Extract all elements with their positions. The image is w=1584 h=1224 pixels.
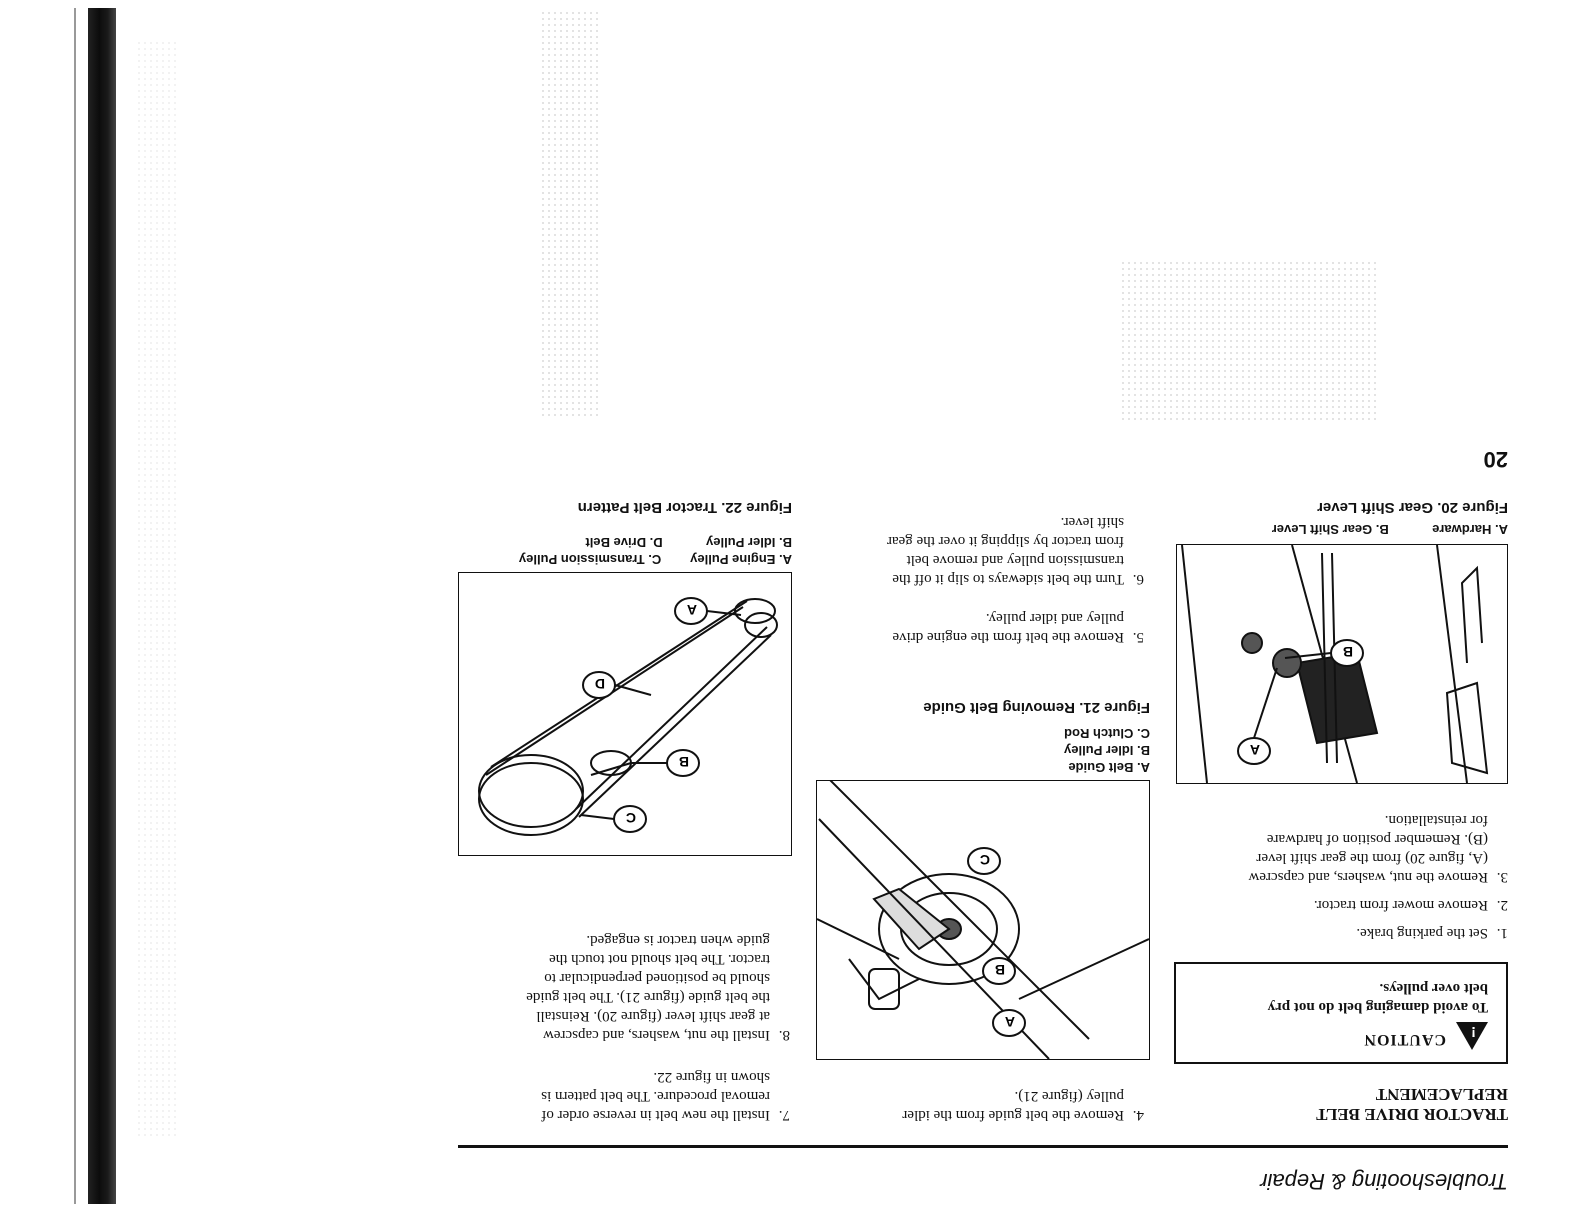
callout-a [1238,668,1277,764]
manual-page: Troubleshooting & Repair TRACTOR DRIVE BELT REPLACEMENT ! CAUTION To avoid damaging belt do not pry belt over pulleys. 1. Set the parking brake. 2. Remove mower from tractor. 3. Remove the nut, washers, and capscrew (A, figure 20) from the gear shift lever (B). Remember position of hardware for reinstallation. A B A. Hardware B. Gear Shift Lever Figure 20. Gear Shift Lever 20 4. Remove the belt guide from the idler pulley (figure 21). A B C A. Belt Guide B. Idler Pulley C. Clutch Rod Figure 21. Removing Belt Guide 5. Remove the belt from the engine drive pulley and idler pulley. 6. Turn the belt sideways to slip it off the transmission pulley and remove belt from tractor by slipping it over the gear shift lever. 7. Install the new belt in reverse order of removal procedure. The belt pattern is shown in figure 22. 8. Install the nut, washers, and capscrew at gear shift lever (figure 20). Reinstall the belt guide (figure 21). The belt guide should be positioned perpendicular to tractor. The belt should not touch the guide when tractor is engaged. C B D A A. Engine Pulley C. Transmission Pulley B. Idler Pulley D. Drive Belt Figure 22. Tractor Belt Pattern [0,0,1584,1224]
figure-21-legend: A. Belt Guide B. Idler Pulley C. Clutch Rod [1064,726,1150,775]
tractor-belt-pattern-illustration [459,573,791,855]
exclamation-icon: ! [1471,1023,1476,1040]
svg-text:C: C [979,852,990,868]
svg-text:C: C [625,810,636,826]
figure-22-caption: Figure 22. Tractor Belt Pattern [577,499,792,516]
svg-text:B: B [1342,644,1353,660]
svg-text:B: B [678,754,689,770]
svg-text:D: D [594,676,605,692]
caution-body: To avoid damaging belt do not pry belt over pulleys. [1267,980,1488,1015]
section-heading: TRACTOR DRIVE BELT REPLACEMENT [1316,1085,1508,1124]
svg-text:B: B [994,962,1005,978]
figure-20-caption: Figure 20. Gear Shift Lever [1317,499,1508,516]
header-rule [458,1145,1508,1148]
figure-21-caption: Figure 21. Removing Belt Guide [923,699,1150,716]
page-number: 20 [1483,447,1508,472]
svg-text:A: A [1004,1014,1015,1030]
caution-title: CAUTION [1363,1031,1446,1048]
callout-d [583,672,651,698]
figure-21-image [816,780,1150,1060]
caution-box [1174,962,1508,1064]
callout-b [983,958,1015,984]
figure-20-legend: A. Hardware B. Gear Shift Lever [1271,522,1508,537]
figure-20-image [1176,544,1508,784]
callout-a [993,1010,1025,1036]
page-header: Troubleshooting & Repair [1260,1169,1508,1194]
belt-guide-illustration [817,781,1149,1059]
callout-c [968,848,1000,874]
svg-text:A: A [686,602,697,618]
svg-text:A: A [1249,742,1260,758]
gear-shift-lever-illustration [1177,545,1507,783]
figure-22-image [458,572,792,856]
callout-b [631,750,699,776]
callout-c [581,806,646,832]
figure-22-legend: A. Engine Pulley C. Transmission Pulley B. Idler Pulley D. Drive Belt [518,535,792,567]
